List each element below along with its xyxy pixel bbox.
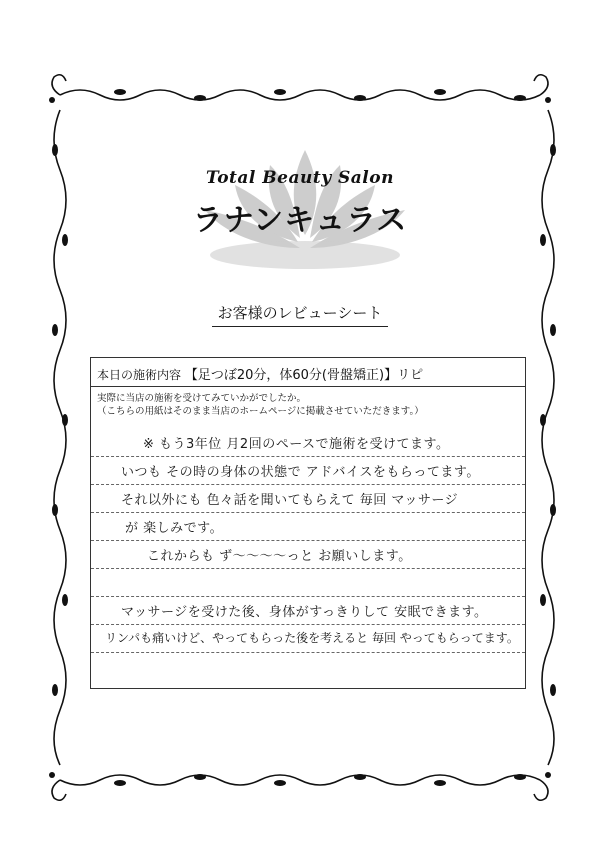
review-box bbox=[90, 357, 526, 689]
ruled-line bbox=[91, 456, 525, 457]
treatment-value: 【足つぼ20分，体60分(骨盤矯正)】リピ bbox=[184, 368, 424, 383]
ruled-line bbox=[91, 652, 525, 653]
review-line: ※ もう3年位 月2回のペースで施術を受けてます。 bbox=[143, 437, 450, 452]
form-heading bbox=[0, 302, 600, 327]
review-line: が 楽しみです。 bbox=[125, 521, 224, 536]
treatment-row bbox=[97, 364, 423, 383]
salon-subtitle: Total Beauty Salon bbox=[206, 168, 394, 188]
review-line: これからも ず〜〜〜〜っと お願いします。 bbox=[147, 549, 412, 564]
question-text bbox=[97, 392, 424, 418]
review-line: マッサージを受けた後、身体がすっきりして 安眠できます。 bbox=[121, 605, 488, 620]
review-line: リンパも痛いけど、やってもらった後を考えると 毎回 やってもらってます。 bbox=[105, 631, 519, 645]
divider bbox=[91, 386, 525, 387]
treatment-label: 本日の施術内容 bbox=[97, 368, 182, 382]
form-heading-text: お客様のレビューシート bbox=[212, 302, 389, 327]
ruled-line bbox=[91, 624, 525, 625]
review-line: いつも その時の身体の状態で アドバイスをもらってます。 bbox=[121, 465, 480, 480]
ruled-line bbox=[91, 540, 525, 541]
question-line-2: （こちらの用紙はそのまま当店のホームページに掲載させていただきます。） bbox=[97, 406, 424, 417]
review-line: それ以外にも 色々話を聞いてもらえて 毎回 マッサージ bbox=[121, 493, 459, 508]
salon-name: ラナンキュラス bbox=[192, 203, 408, 238]
question-line-1: 実際に当店の施術を受けてみていかがでしたか。 bbox=[97, 393, 307, 404]
ruled-line bbox=[91, 512, 525, 513]
ruled-line bbox=[91, 484, 525, 485]
ruled-line bbox=[91, 568, 525, 569]
ruled-line bbox=[91, 596, 525, 597]
